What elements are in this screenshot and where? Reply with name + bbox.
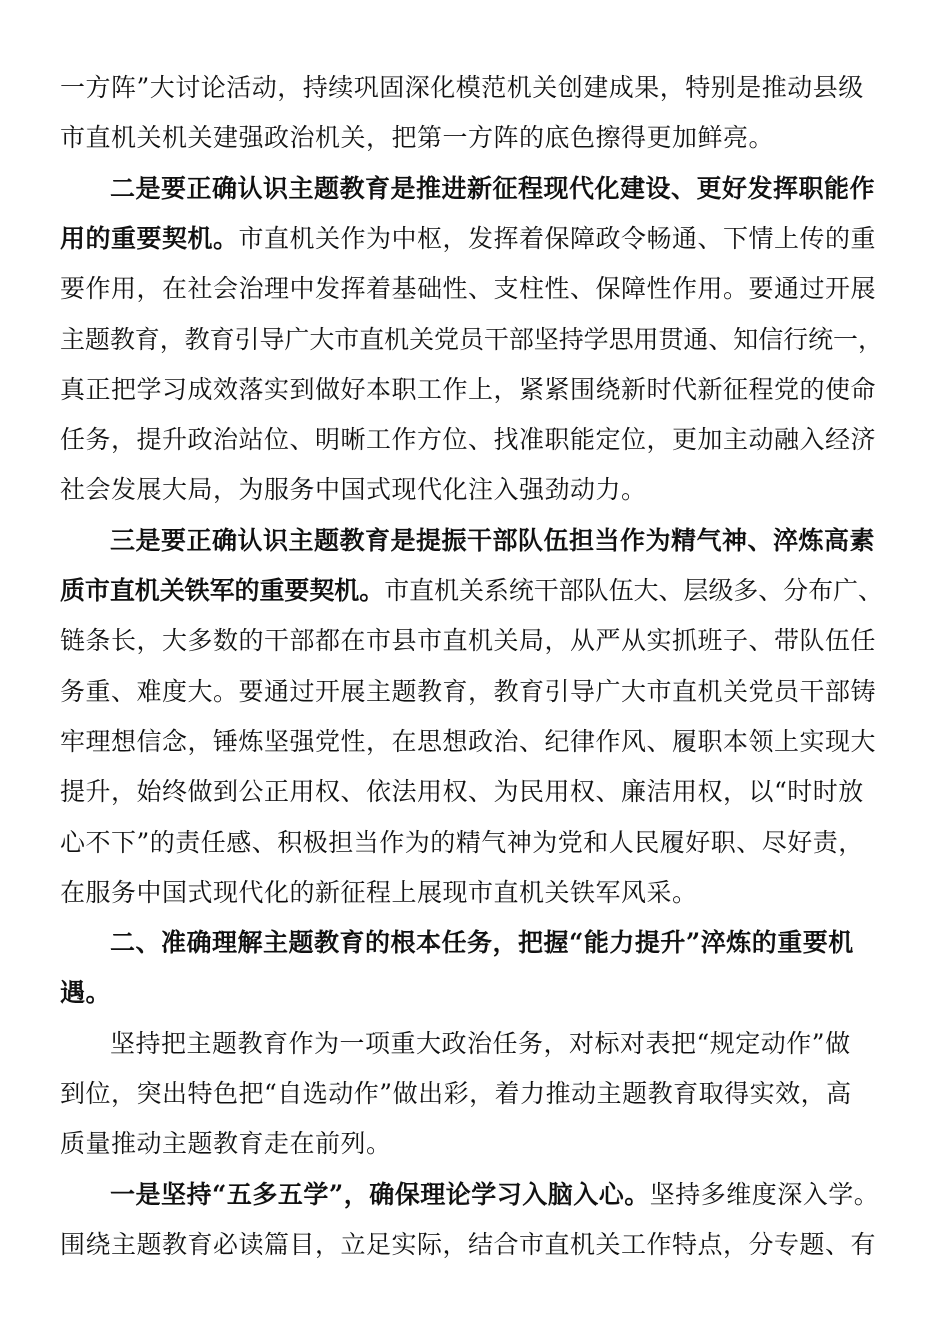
text-run: 市直机关作为中枢，发挥着保障政令畅通、下情上传的重 (238, 224, 877, 253)
text-line (110, 516, 890, 566)
text-line (60, 415, 890, 465)
text-run: 围绕主题教育必读篇目，立足实际，结合市直机关工作特点，分专题、有 (60, 1230, 877, 1259)
text-run: 牢理想信念，锤炼坚强党性，在思想政治、纪律作风、履职本领上实现大 (60, 727, 877, 756)
text-run: 市直机关机关建强政治机关，把第一方阵的底色擦得更加鲜亮。 (60, 123, 775, 152)
text-line (60, 113, 890, 163)
text-run: 社会发展大局，为服务中国式现代化注入强劲动力。 (60, 475, 647, 504)
text-line (110, 1170, 890, 1220)
text-line (60, 365, 890, 415)
text-run: 链条长，大多数的干部都在市县市直机关局，从严从实抓班子、带队伍任 (60, 626, 877, 655)
text-run: 务重、难度大。要通过开展主题教育，教育引导广大市直机关党员干部铸 (60, 677, 877, 706)
bold-text-run: 遇。 (60, 978, 112, 1007)
text-line (60, 767, 890, 817)
text-run: 要作用，在社会治理中发挥着基础性、支柱性、保障性作用。要通过开展 (60, 274, 877, 303)
text-run: 主题教育，教育引导广大市直机关党员干部坚持学思用贯通、知信行统一， (60, 325, 883, 354)
text-line (60, 818, 890, 868)
bold-text-run: 质市直机关铁军的重要契机。 (60, 576, 385, 605)
text-run: 到位，突出特色把“自选动作”做出彩，着力推动主题教育取得实效，高 (60, 1079, 852, 1108)
text-line (60, 1119, 890, 1169)
text-run: 任务，提升政治站位、明晰工作方位、找准职能定位，更加主动融入经济 (60, 425, 877, 454)
text-line (60, 315, 890, 365)
text-run: 真正把学习成效落实到做好本职工作上，紧紧围绕新时代新征程党的使命 (60, 375, 877, 404)
text-run: 坚持把主题教育作为一项重大政治任务，对标对表把“规定动作”做 (110, 1029, 851, 1058)
text-line (60, 264, 890, 314)
text-line (60, 616, 890, 666)
text-run: 心不下”的责任感、积极担当作为的精气神为党和人民履好职、尽好责， (60, 828, 864, 857)
text-run: 一方阵”大讨论活动，持续巩固深化模范机关创建成果，特别是推动县级 (60, 73, 864, 102)
text-run: 在服务中国式现代化的新征程上展现市直机关铁军风采。 (60, 878, 698, 907)
text-line (60, 968, 890, 1018)
text-line (60, 667, 890, 717)
text-line (60, 566, 890, 616)
bold-text-run: 二是要正确认识主题教育是推进新征程现代化建设、更好发挥职能作 (110, 174, 876, 203)
text-line (110, 918, 890, 968)
text-run: 质量推动主题教育走在前列。 (60, 1129, 392, 1158)
text-line (60, 868, 890, 918)
text-run: 市直机关系统干部队伍大、层级多、分布广、 (384, 576, 883, 605)
bold-text-run: 用的重要契机。 (60, 224, 239, 253)
bold-text-run: 一是坚持“五多五学”，确保理论学习入脑入心。 (110, 1180, 650, 1209)
text-line (60, 717, 890, 767)
text-line (60, 214, 890, 264)
bold-text-run: 三是要正确认识主题教育是提振干部队伍担当作为精气神、淬炼高素 (110, 526, 876, 555)
text-run: 坚持多维度深入学。 (649, 1180, 880, 1209)
text-run: 提升，始终做到公正用权、依法用权、为民用权、廉洁用权，以“时时放 (60, 777, 864, 806)
text-line (110, 1019, 890, 1069)
text-line (60, 63, 890, 113)
text-line (60, 465, 890, 515)
text-line (60, 1220, 890, 1270)
text-line (60, 1069, 890, 1119)
bold-text-run: 二、准确理解主题教育的根本任务，把握“能力提升”淬炼的重要机 (110, 928, 854, 957)
text-line (110, 164, 890, 214)
